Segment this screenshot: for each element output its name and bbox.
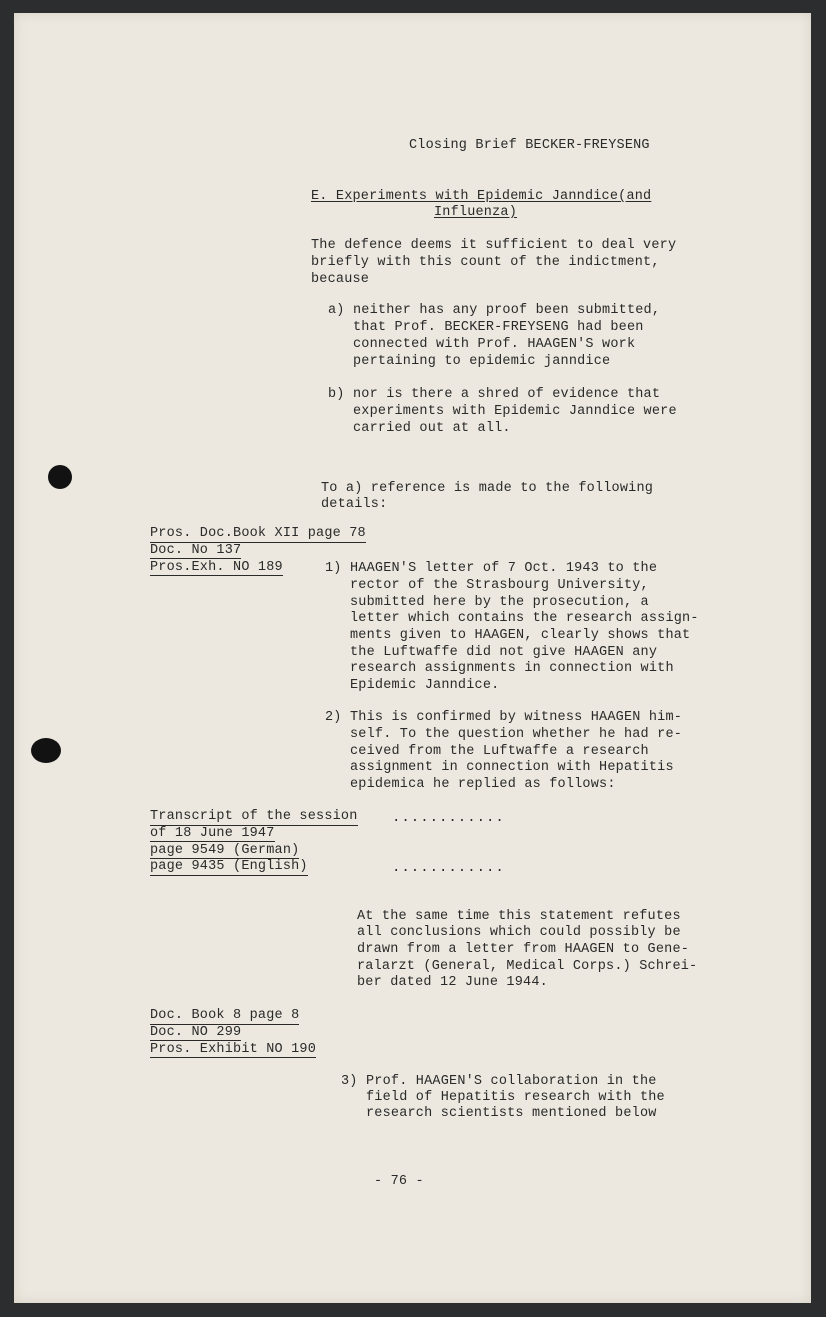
- reference-line: Doc. NO 299: [150, 1024, 242, 1040]
- text-line: nor is there a shred of evidence that: [353, 387, 661, 402]
- text-line: research scientists mentioned below: [366, 1106, 657, 1121]
- section-heading-line-2: Influenza): [434, 205, 518, 220]
- text-line: because: [311, 272, 370, 287]
- item-number: 3): [341, 1074, 358, 1089]
- text-line: ber dated 12 June 1944.: [357, 975, 548, 990]
- text-line: Prof. HAAGEN'S collaboration in the: [366, 1074, 657, 1089]
- text-line: rector of the Strasbourg University,: [350, 578, 649, 593]
- section-heading-line-1: E. Experiments with Epidemic Janndice(and: [311, 189, 652, 204]
- text-line: the Luftwaffe did not give HAAGEN any: [350, 645, 658, 660]
- text-line: details:: [321, 497, 388, 512]
- text-line: neither has any proof been submitted,: [353, 303, 661, 318]
- ellipsis-dots-2: ............: [392, 860, 505, 876]
- reference-line: page 9549 (German): [150, 842, 300, 858]
- text-line: Epidemic Janndice.: [350, 678, 500, 693]
- reference-line: Pros. Exhibit NO 190: [150, 1041, 317, 1057]
- item-number: 2): [325, 710, 342, 725]
- text-line: letter which contains the research assign-: [350, 611, 699, 626]
- text-line: submitted here by the prosecution, a: [350, 595, 649, 610]
- text-line: drawn from a letter from HAAGEN to Gene-: [357, 942, 690, 957]
- text-line: briefly with this count of the indictment,: [311, 255, 660, 270]
- reference-line: Doc. Book 8 page 8: [150, 1008, 300, 1023]
- page-title: Closing Brief BECKER-FREYSENG: [409, 138, 650, 153]
- text-line: At the same time this statement refutes: [357, 909, 681, 924]
- reference-block-3: [150, 1008, 316, 1058]
- point-label: b): [328, 387, 345, 402]
- text-line: carried out at all.: [353, 421, 511, 436]
- text-line: ceived from the Luftwaffe a research: [350, 744, 649, 759]
- text-line: HAAGEN'S letter of 7 Oct. 1943 to the: [350, 561, 658, 576]
- reference-line: page 9435 (English): [150, 859, 308, 875]
- text-line: all conclusions which could possibly be: [357, 925, 681, 940]
- text-line: experiments with Epidemic Janndice were: [353, 404, 677, 419]
- text-line: This is confirmed by witness HAAGEN him-: [350, 710, 683, 725]
- text-line: ralarzt (General, Medical Corps.) Schrei-: [357, 959, 698, 974]
- text-line: that Prof. BECKER-FREYSENG had been: [353, 320, 644, 335]
- reference-line: Pros. Doc.Book XII page 78: [150, 526, 366, 541]
- punch-hole-bottom: [31, 738, 61, 763]
- text-line: connected with Prof. HAAGEN'S work: [353, 337, 636, 352]
- item-number: 1): [325, 561, 342, 576]
- text-line: pertaining to epidemic janndice: [353, 354, 611, 369]
- ellipsis-dots-1: ............: [392, 810, 505, 826]
- page-number: - 76 -: [374, 1174, 424, 1189]
- text-line: To a) reference is made to the following: [321, 481, 654, 496]
- point-label: a): [328, 303, 345, 318]
- punch-hole-top: [48, 465, 72, 489]
- reference-block-2: [150, 809, 358, 876]
- text-line: ments given to HAAGEN, clearly shows that: [350, 628, 691, 643]
- reference-line: of 18 June 1947: [150, 825, 275, 841]
- text-line: assignment in connection with Hepatitis: [350, 760, 674, 775]
- text-line: The defence deems it sufficient to deal very: [311, 238, 677, 253]
- text-line: field of Hepatitis research with the: [366, 1090, 665, 1105]
- text-line: self. To the question whether he had re-: [350, 727, 683, 742]
- text-line: epidemica he replied as follows:: [350, 777, 616, 792]
- reference-line: Transcript of the session: [150, 809, 358, 824]
- reference-line: Pros.Exh. NO 189: [150, 559, 283, 575]
- reference-line: Doc. No 137: [150, 542, 242, 558]
- text-line: research assignments in connection with: [350, 661, 674, 676]
